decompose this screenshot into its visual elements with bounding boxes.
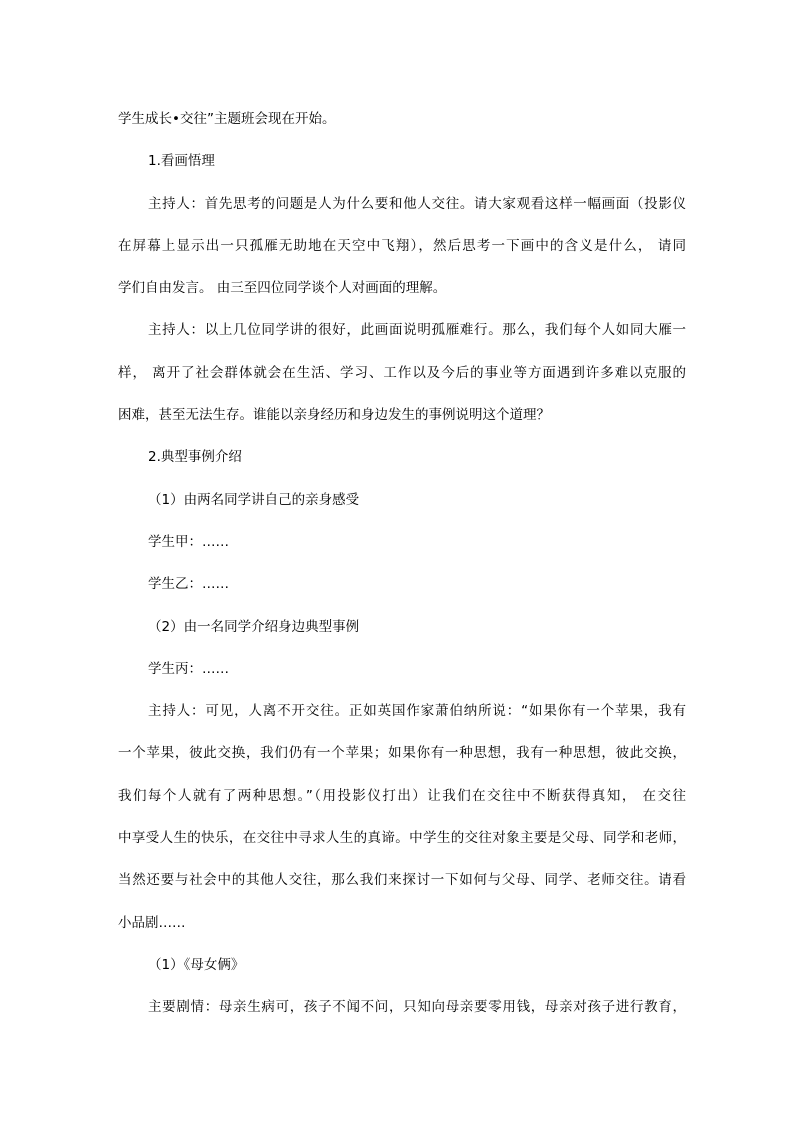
paragraph-line: 困难，甚至无法生存。谁能以亲身经历和身边发生的事例说明这个道理？: [118, 407, 550, 424]
paragraph-line: 在屏幕上显示出一只孤雁无助地在天空中飞翔），然后思考一下画中的含义是什么， 请同: [118, 237, 686, 254]
section-heading: 2.典型事例介绍: [148, 449, 242, 466]
paragraph-line: 主要剧情：母亲生病可，孩子不闻不问，只知向母亲要零用钱，母亲对孩子进行教育，: [148, 999, 686, 1016]
subsection-heading: （1）由两名同学讲自己的亲身感受: [148, 491, 360, 508]
paragraph-line: 中享受人生的快乐，在交往中寻求人生的真谛。中学生的交往对象主要是父母、同学和老师，: [118, 830, 686, 847]
paragraph-line: 样， 离开了社会群体就会在生活、学习、工作以及今后的事业等方面遇到许多难以克服的: [118, 364, 686, 381]
paragraph-line: 小品剧……: [118, 914, 186, 931]
text-line: 学生成长•交往”主题班会现在开始。: [118, 111, 336, 127]
paragraph-line: 我们每个人就有了两种思想。”（用投影仪打出）让我们在交往中不断获得真知， 在交往: [118, 787, 686, 804]
dialogue-line: 学生丙：……: [148, 660, 229, 677]
subsection-heading: （1）《母女俩》: [148, 956, 245, 973]
dialogue-line: 学生乙：……: [148, 576, 229, 593]
subsection-heading: （2）由一名同学介绍身边典型事例: [148, 618, 360, 635]
paragraph-line: 主持人：可见，人离不开交往。正如英国作家萧伯纳所说：“如果你有一个苹果，我有: [148, 703, 686, 720]
paragraph-line: 当然还要与社会中的其他人交往，那么我们来探讨一下如何与父母、同学、老师交往。请看: [118, 872, 686, 889]
paragraph-line: 主持人：首先思考的问题是人为什么要和他人交往。请大家观看这样一幅画面（投影仪: [148, 195, 686, 212]
paragraph-line: 一个苹果，彼此交换，我们仍有一个苹果；如果你有一种思想，我有一种思想，彼此交换，: [118, 745, 686, 762]
section-heading: 1.看画悟理: [148, 153, 215, 170]
dialogue-line: 学生甲：……: [148, 533, 229, 550]
paragraph-line: 学们自由发言。 由三至四位同学谈个人对画面的理解。: [118, 280, 447, 297]
paragraph-line: 主持人：以上几位同学讲的很好，此画面说明孤雁难行。那么，我们每个人如同大雁一: [148, 322, 686, 339]
